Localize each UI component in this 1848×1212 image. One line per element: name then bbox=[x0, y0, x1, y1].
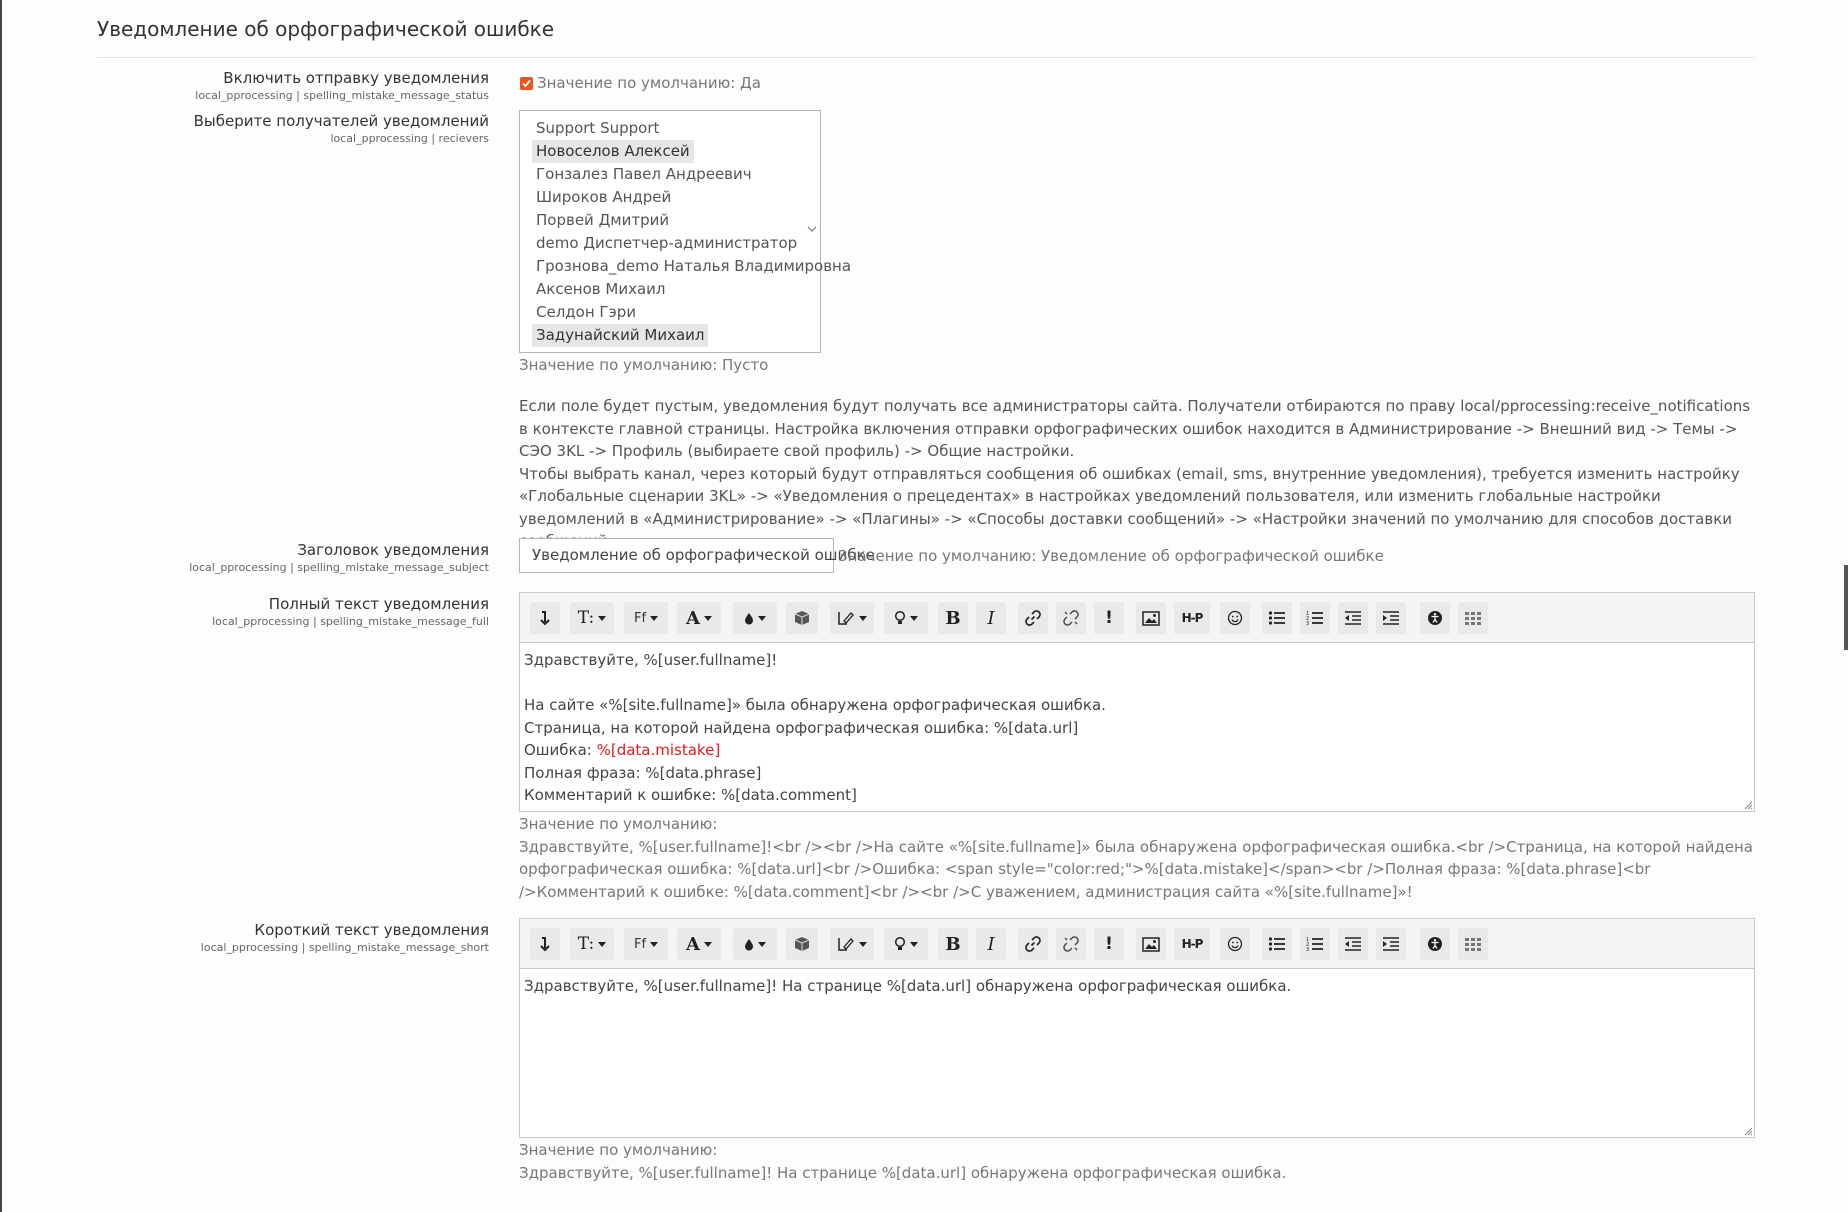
recipients-setting-label bbox=[194, 111, 489, 146]
lightbulb-icon bbox=[894, 936, 906, 952]
subject-label: Заголовок уведомления bbox=[297, 541, 489, 559]
full-default-label: Значение по умолчанию: bbox=[519, 815, 718, 833]
full-setting-label bbox=[212, 594, 489, 629]
indent-button[interactable] bbox=[1376, 928, 1406, 960]
short-text-content[interactable] bbox=[524, 975, 1750, 998]
short-setting-name: local_pprocessing | spelling_mistake_message_short bbox=[200, 941, 489, 954]
full-label: Полный текст уведомления bbox=[268, 595, 489, 613]
recipients-default: Значение по умолчанию: Пусто bbox=[519, 356, 769, 374]
subject-default: Значение по умолчанию: Уведомление об орфографической ошибке bbox=[838, 547, 1384, 565]
section-title: Уведомление об орфографической ошибке bbox=[97, 17, 555, 41]
accessibility-button[interactable] bbox=[1420, 602, 1450, 634]
background-color-button[interactable] bbox=[733, 928, 777, 960]
emoji-icon bbox=[1227, 610, 1243, 626]
font-size-button[interactable] bbox=[570, 602, 614, 634]
outdent-icon bbox=[1344, 610, 1362, 626]
style-button[interactable] bbox=[830, 602, 874, 634]
accessibility-icon bbox=[1427, 610, 1443, 626]
short-line: Здравствуйте, %[user.fullname]! На странице %[data.url] обнаружена орфографическая ошибка. bbox=[524, 977, 1292, 995]
cube-button[interactable] bbox=[786, 602, 818, 634]
cube-icon bbox=[793, 609, 811, 627]
alert-button[interactable] bbox=[1094, 602, 1124, 634]
alert-icon: ! bbox=[1105, 934, 1113, 954]
recipient-option[interactable]: Аксенов Михаил bbox=[536, 280, 666, 298]
full-line: Полная фраза: %[data.phrase] bbox=[524, 763, 762, 782]
ordered-list-button[interactable] bbox=[1300, 928, 1330, 960]
link-button[interactable] bbox=[1018, 602, 1048, 634]
short-default-label: Значение по умолчанию: bbox=[519, 1141, 718, 1159]
svg-text:2: 2 bbox=[1306, 942, 1310, 948]
unlink-button[interactable] bbox=[1056, 928, 1086, 960]
lightbulb-button[interactable] bbox=[884, 602, 928, 634]
full-line: Страница, на которой найдена орфографическая ошибка: %[data.url] bbox=[524, 718, 1079, 737]
recipient-option[interactable]: Широков Андрей bbox=[536, 188, 672, 206]
recipient-option-selected[interactable]: Новоселов Алексей bbox=[532, 140, 694, 163]
page-left-border bbox=[0, 0, 2, 1212]
short-label: Короткий текст уведомления bbox=[254, 921, 489, 939]
indent-icon bbox=[1382, 936, 1400, 952]
outdent-button[interactable] bbox=[1338, 928, 1368, 960]
unordered-list-icon bbox=[1268, 936, 1286, 952]
italic-button[interactable] bbox=[976, 602, 1006, 634]
background-color-button[interactable] bbox=[733, 602, 777, 634]
link-icon bbox=[1024, 609, 1042, 627]
background-color-icon bbox=[744, 612, 754, 625]
cube-button[interactable] bbox=[786, 928, 818, 960]
unlink-icon bbox=[1062, 609, 1080, 627]
short-setting-label bbox=[201, 920, 489, 955]
image-button[interactable] bbox=[1136, 602, 1166, 634]
recipients-setting-name: local_pprocessing | recievers bbox=[330, 132, 489, 145]
font-size-icon: T: bbox=[577, 608, 595, 628]
ordered-list-icon bbox=[1306, 936, 1324, 952]
subject-setting-name: local_pprocessing | spelling_mistake_message_subject bbox=[189, 561, 489, 574]
font-family-icon: Ff bbox=[633, 936, 647, 952]
h5p-icon: H-P bbox=[1181, 611, 1203, 625]
link-icon bbox=[1024, 935, 1042, 953]
h5p-button[interactable] bbox=[1174, 928, 1210, 960]
lightbulb-icon bbox=[894, 610, 906, 626]
recipient-option-selected[interactable]: Задунайский Михаил bbox=[532, 324, 708, 347]
recipients-description bbox=[519, 395, 1759, 553]
recipient-option[interactable]: Support Support bbox=[536, 119, 660, 137]
mistake-placeholder: %[data.mistake] bbox=[596, 741, 721, 759]
image-icon bbox=[1142, 611, 1160, 626]
resize-handle-icon[interactable] bbox=[1743, 800, 1753, 810]
svg-text:1: 1 bbox=[1306, 611, 1310, 617]
enable-setting-label bbox=[195, 68, 489, 103]
checkmark-icon bbox=[521, 78, 532, 89]
font-size-button[interactable] bbox=[570, 928, 614, 960]
full-default-value: Здравствуйте, %[user.fullname]!<br /><br />На сайте «%[site.fullname]» была обнаружена орфографическая ошибка.<br />Страница, на которой найдена орфографическая ошибка: %[data.url]<br />Ошибка: <span style="color:red;">%[data.mistake]</span><br />Полная фраза: %[data.phrase]<br />Комментарий к ошибке: %[data.comment]<br /><br />С уважением, администрация сайта «%[site.fullname]»! bbox=[519, 837, 1753, 901]
font-size-icon: T: bbox=[577, 934, 595, 954]
cube-icon bbox=[793, 935, 811, 953]
recipient-option[interactable]: Грознова_demo Наталья Владимировна bbox=[536, 257, 852, 275]
collapse-button[interactable] bbox=[530, 602, 560, 634]
unordered-list-icon bbox=[1268, 610, 1286, 626]
full-text-content[interactable] bbox=[524, 649, 1750, 807]
h5p-button[interactable] bbox=[1174, 602, 1210, 634]
bold-icon: B bbox=[945, 933, 961, 955]
outdent-icon bbox=[1344, 936, 1362, 952]
alert-button[interactable] bbox=[1094, 928, 1124, 960]
editor-toolbar bbox=[520, 919, 1754, 969]
enable-checkbox[interactable] bbox=[520, 77, 533, 90]
bold-icon: B bbox=[945, 607, 961, 629]
ordered-list-button[interactable] bbox=[1300, 602, 1330, 634]
chevron-down-icon[interactable] bbox=[807, 225, 817, 233]
unordered-list-button[interactable] bbox=[1262, 928, 1292, 960]
short-default-value: Здравствуйте, %[user.fullname]! На странице %[data.url] обнаружена орфографическая ошибка. bbox=[519, 1163, 1287, 1182]
editor-toolbar bbox=[520, 593, 1754, 643]
emoji-icon bbox=[1227, 936, 1243, 952]
recipient-option[interactable]: Порвей Дмитрий bbox=[536, 211, 670, 229]
italic-icon: I bbox=[987, 607, 995, 629]
full-line: Здравствуйте, %[user.fullname]! bbox=[524, 651, 778, 669]
recipient-option[interactable]: Селдон Гэри bbox=[536, 303, 637, 321]
recipients-description-1: Если поле будет пустым, уведомления будут получать все администраторы сайта. Получатели отбираются по праву local/pprocessing:receive_notifications в контексте главной страницы. Настройка включения отправки орфографических ошибок находится в Администрирование -> Внешний вид -> Темы -> СЭО 3KL -> Профиль (выбираете свой профиль) -> Общие настройки. bbox=[519, 397, 1751, 460]
full-line-prefix: Ошибка: bbox=[524, 741, 597, 759]
accessibility-button[interactable] bbox=[1420, 928, 1450, 960]
table-icon bbox=[1464, 611, 1482, 625]
svg-text:1: 1 bbox=[1306, 937, 1310, 943]
svg-text:3: 3 bbox=[1306, 947, 1310, 953]
emoji-button[interactable] bbox=[1220, 602, 1250, 634]
collapse-icon bbox=[539, 936, 551, 952]
section-divider bbox=[97, 57, 1755, 58]
background-color-icon bbox=[744, 938, 754, 951]
unlink-button[interactable] bbox=[1056, 602, 1086, 634]
collapse-button[interactable] bbox=[530, 928, 560, 960]
full-line: Комментарий к ошибке: %[data.comment] bbox=[524, 786, 857, 804]
recipient-option[interactable]: Гонзалез Павел Андреевич bbox=[536, 165, 752, 183]
bold-button[interactable] bbox=[938, 928, 968, 960]
style-button[interactable] bbox=[830, 928, 874, 960]
subject-input[interactable]: Уведомление об орфографической ошибке bbox=[519, 538, 834, 573]
outdent-button[interactable] bbox=[1338, 602, 1368, 634]
font-family-button[interactable] bbox=[624, 602, 668, 634]
italic-icon: I bbox=[987, 933, 995, 955]
italic-button[interactable] bbox=[976, 928, 1006, 960]
scroll-indicator[interactable] bbox=[1844, 565, 1848, 650]
collapse-icon bbox=[539, 610, 551, 626]
svg-text:3: 3 bbox=[1306, 621, 1310, 627]
font-color-icon: A bbox=[686, 607, 700, 629]
lightbulb-button[interactable] bbox=[884, 928, 928, 960]
short-default bbox=[519, 1139, 1759, 1184]
font-family-icon: Ff bbox=[633, 610, 647, 626]
table-button[interactable] bbox=[1458, 928, 1488, 960]
enable-setting-name: local_pprocessing | spelling_mistake_message_status bbox=[195, 89, 489, 102]
font-family-button[interactable] bbox=[624, 928, 668, 960]
style-icon bbox=[837, 936, 855, 952]
full-line bbox=[524, 739, 1750, 762]
full-blank-line bbox=[524, 672, 1750, 695]
full-default bbox=[519, 813, 1759, 903]
accessibility-icon bbox=[1427, 936, 1443, 952]
recipients-description-2: Чтобы выбрать канал, через который будут отправляться сообщения об ошибках (email, sms, внутренние уведомления), требуется изменить настройку «Глобальные сценарии 3KL» -> «Уведомления о прецедентах» в настройках уведомлений пользователя, или изменить глобальные настройки уведомлений в «Администрирование» -> «Плагины» -> «Способы доставки сообщений» -> «Настройки значений по умолчанию для способов доставки bbox=[519, 464, 1740, 528]
recipients-label: Выберите получателей уведомлений bbox=[193, 112, 489, 130]
image-button[interactable] bbox=[1136, 928, 1166, 960]
enable-label: Включить отправку уведомления bbox=[223, 69, 489, 87]
resize-handle-icon[interactable] bbox=[1743, 1126, 1753, 1136]
svg-text:2: 2 bbox=[1306, 616, 1310, 622]
image-icon bbox=[1142, 937, 1160, 952]
bold-button[interactable] bbox=[938, 602, 968, 634]
link-button[interactable] bbox=[1018, 928, 1048, 960]
font-color-button[interactable] bbox=[677, 602, 721, 634]
table-icon bbox=[1464, 937, 1482, 951]
enable-default: Значение по умолчанию: Да bbox=[537, 74, 761, 92]
recipient-option[interactable]: demo Диспетчер-администратор bbox=[536, 234, 798, 252]
alert-icon: ! bbox=[1105, 608, 1113, 628]
emoji-button[interactable] bbox=[1220, 928, 1250, 960]
unlink-icon bbox=[1062, 935, 1080, 953]
subject-setting-label bbox=[189, 540, 489, 575]
indent-icon bbox=[1382, 610, 1400, 626]
unordered-list-button[interactable] bbox=[1262, 602, 1292, 634]
full-text-editor bbox=[519, 592, 1755, 812]
h5p-icon: H-P bbox=[1181, 937, 1203, 951]
font-color-button[interactable] bbox=[677, 928, 721, 960]
style-icon bbox=[837, 610, 855, 626]
full-setting-name: local_pprocessing | spelling_mistake_message_full bbox=[212, 615, 489, 628]
table-button[interactable] bbox=[1458, 602, 1488, 634]
font-color-icon: A bbox=[686, 933, 700, 955]
ordered-list-icon bbox=[1306, 610, 1324, 626]
recipients-select[interactable] bbox=[519, 110, 852, 353]
full-line: На сайте «%[site.fullname]» была обнаружена орфографическая ошибка. bbox=[524, 696, 1106, 714]
short-text-editor bbox=[519, 918, 1755, 1138]
indent-button[interactable] bbox=[1376, 602, 1406, 634]
